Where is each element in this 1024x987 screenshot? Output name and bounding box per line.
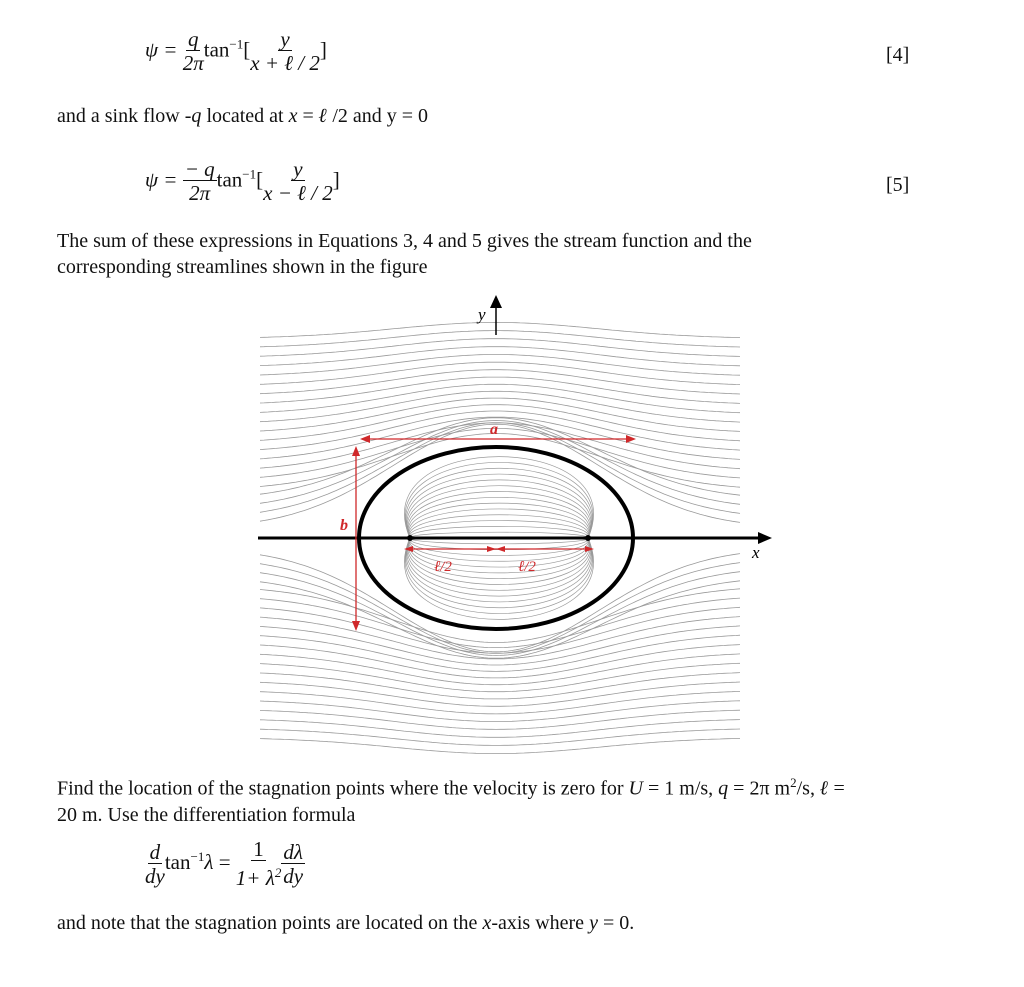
x-axis-arrow bbox=[758, 532, 772, 544]
b-arrow-top bbox=[352, 446, 360, 456]
streamline-figure bbox=[0, 280, 1024, 760]
formula-d-dy: $\frac{d}{dy}$ bbox=[145, 839, 165, 888]
streamline bbox=[260, 701, 740, 722]
eq4-lhs: ψ = bbox=[145, 37, 178, 62]
x-axis-label: x bbox=[752, 543, 760, 562]
source-point bbox=[407, 535, 413, 541]
streamline bbox=[260, 339, 740, 357]
formula-one-over: $\frac{1}{1+ \lambda^2}$ bbox=[235, 837, 282, 890]
streamline bbox=[260, 598, 740, 648]
eq5-number: [5] bbox=[886, 174, 910, 196]
y-axis-arrow bbox=[490, 295, 502, 308]
l-arrow-mid-a bbox=[487, 546, 496, 552]
streamline bbox=[260, 362, 740, 385]
eq4-number: [4] bbox=[886, 44, 910, 66]
streamline bbox=[260, 370, 740, 394]
final-note: and note that the stagnation points are located on the x-axis where y = 0. bbox=[57, 912, 635, 934]
streamline bbox=[260, 682, 740, 706]
b-label: b bbox=[340, 517, 348, 534]
streamline bbox=[260, 673, 740, 699]
eq5-inner-fraction: $\frac{y}{\text{x − ℓ / 2}}$ bbox=[263, 157, 333, 205]
equation-4: ψ = $\frac{q}{2\pi}$ $\tan^{-1}$[ $\frac{y}{\text{x + ℓ / 2}}$ ] bbox=[145, 27, 327, 75]
streamline bbox=[260, 589, 740, 643]
eq5-fraction: $\frac{- q}{2\pi}$ bbox=[184, 157, 215, 205]
streamline bbox=[260, 720, 740, 738]
l-half-right-label: ℓ/2 bbox=[518, 559, 536, 575]
streamline bbox=[260, 322, 740, 337]
equation-5: ψ = $\frac{- q}{2\pi}$ $\tan^{-1}$[ $\frac{y}{\text{x − ℓ / 2}}$ ] bbox=[145, 157, 340, 205]
l-half-left-label: ℓ/2 bbox=[434, 559, 452, 575]
eq4-inner-fraction: $\frac{y}{\text{x + ℓ / 2}}$ bbox=[250, 27, 320, 75]
streamline bbox=[260, 691, 740, 714]
formula-dlambda-dy: $\frac{d\lambda}{dy}$ bbox=[283, 839, 304, 888]
streamline bbox=[260, 355, 740, 376]
streamline bbox=[260, 554, 740, 652]
streamline bbox=[260, 738, 740, 753]
paragraph-question: Find the location of the stagnation points where the velocity is zero for U = 1 m/s, q = 2π $m^2/s$, ℓ = 20 m. Use the differentiation formula bbox=[57, 775, 845, 826]
l-arrow-mid-b bbox=[496, 546, 505, 552]
b-arrow-bottom bbox=[352, 621, 360, 631]
eq4-fraction: $\frac{q}{2\pi}$ bbox=[182, 27, 204, 75]
streamline bbox=[260, 347, 740, 366]
streamline bbox=[260, 377, 740, 403]
streamline bbox=[260, 710, 740, 729]
paragraph-sum: The sum of these expressions in Equations 3, 4 and 5 gives the stream function and the corresponding streamlines shown in the figure bbox=[57, 230, 752, 278]
streamline bbox=[260, 428, 740, 478]
y-axis-label: y bbox=[478, 305, 486, 324]
inner-streamline bbox=[407, 486, 590, 538]
sink-flow-text: and a sink flow -q located at x = ℓ /2 and y = 0 bbox=[57, 105, 429, 127]
differentiation-formula: $\frac{d}{dy}$ $\tan^{-1}\lambda$ = $\frac{1}{1+ \lambda^2}$ $\frac{d\lambda}{dy}$ bbox=[145, 837, 304, 890]
a-label: a bbox=[490, 421, 498, 438]
streamline bbox=[260, 434, 740, 488]
sink-point bbox=[585, 535, 591, 541]
